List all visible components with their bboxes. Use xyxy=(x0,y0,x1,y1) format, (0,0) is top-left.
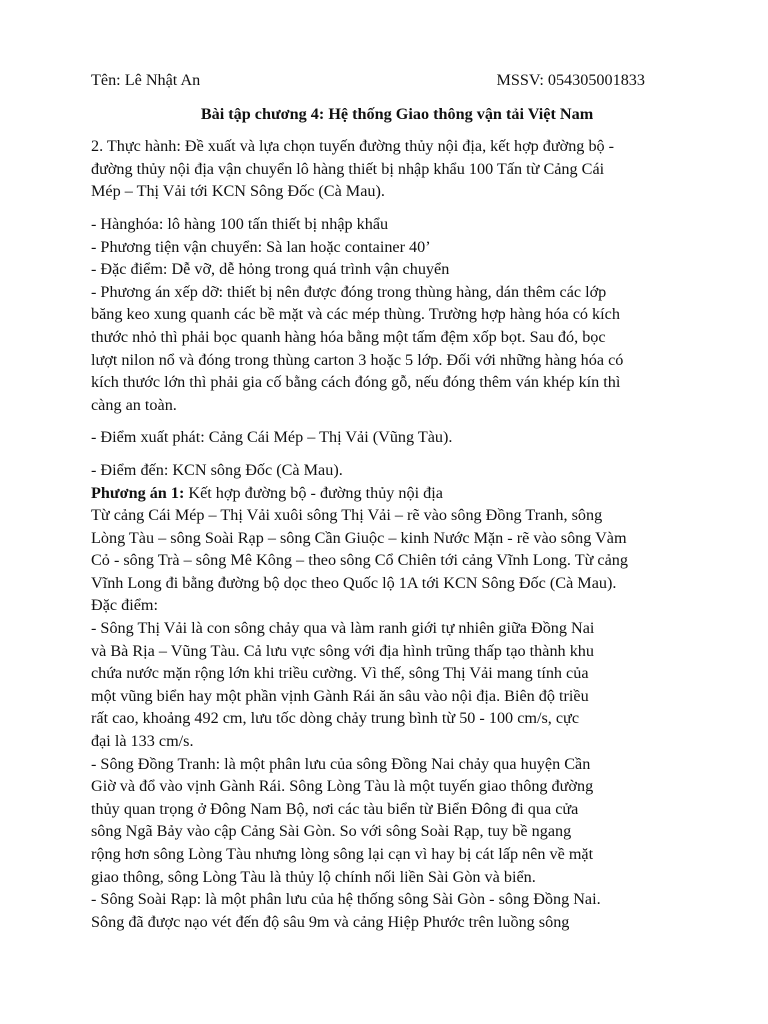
student-id: MSSV: 054305001833 xyxy=(496,71,645,89)
text-line: Sông đã được nạo vét đến độ sâu 9m và cảng Hiệp Phước trên luồng sông xyxy=(91,912,570,931)
text-line: và Bà Rịa – Vũng Tàu. Cả lưu vực sông với địa hình trũng thấp tạo thành khu xyxy=(91,641,594,660)
text-line: kích thước lớn thì phải gia cố bằng cách đóng gỗ, nếu đóng thêm ván khép kín thì xyxy=(91,373,621,392)
plan1-heading xyxy=(91,484,443,502)
text-line: - Hànghóa: lô hàng 100 tấn thiết bị nhập khẩu xyxy=(91,214,389,233)
text-line: 2. Thực hành: Đề xuất và lựa chọn tuyến đường thủy nội địa, kết hợp đường bộ - xyxy=(91,137,615,156)
text-line: đường thủy nội địa vận chuyển lô hàng thiết bị nhập khẩu 100 Tấn từ Cảng Cái xyxy=(91,159,605,178)
text-line: Giờ và đổ vào vịnh Gành Rái. Sông Lòng Tàu là một tuyến giao thông đường xyxy=(91,777,594,796)
student-header xyxy=(91,69,703,92)
text-line: - Đặc điểm: Dễ vỡ, dễ hỏng trong quá trình vận chuyển xyxy=(91,260,450,279)
text-line: Từ cảng Cái Mép – Thị Vải xuôi sông Thị Vải – rẽ vào sông Đồng Tranh, sông xyxy=(91,506,603,525)
text-line: thủy quan trọng ở Đông Nam Bộ, nơi các tàu biển từ Biển Đông đi qua cửa xyxy=(91,799,579,818)
intro-paragraph xyxy=(91,135,703,203)
text-line: băng keo xung quanh các bề mặt và các mép thùng. Trường hợp hàng hóa có kích xyxy=(91,305,620,324)
text-line: - Điểm xuất phát: Cảng Cái Mép – Thị Vải (Vũng Tàu). xyxy=(91,428,453,447)
text-line: - Sông Soài Rạp: là một phân lưu của hệ thống sông Sài Gòn - sông Đồng Nai. xyxy=(91,890,601,909)
text-line: đại là 133 cm/s. xyxy=(91,732,194,751)
details-paragraph xyxy=(91,213,703,416)
text-line: Đặc điểm: xyxy=(91,596,158,615)
text-line: Mép – Thị Vải tới KCN Sông Đốc (Cà Mau). xyxy=(91,182,385,201)
text-line: một vũng biển hay một phần vịnh Gành Rái ăn sâu vào nội địa. Biên độ triều xyxy=(91,686,589,705)
origin-line xyxy=(91,426,703,449)
text-line: - Điểm đến: KCN sông Đốc (Cà Mau). xyxy=(91,460,343,479)
document-title: Bài tập chương 4: Hệ thống Giao thông vận tải Việt Nam xyxy=(200,104,594,123)
destination-line xyxy=(91,459,703,482)
text-line: Lòng Tàu – sông Soài Rạp – sông Cần Giuộc – kinh Nước Mặn - rẽ vào sông Vàm xyxy=(91,528,627,547)
plan1-section xyxy=(91,482,703,934)
text-line: chứa nước mặn rộng lớn khi triều cường. Vì thế, sông Thị Vải mang tính của xyxy=(91,664,589,683)
text-line: sông Ngã Bảy vào cập Cảng Sài Gòn. So với sông Soài Rạp, tuy bề ngang xyxy=(91,822,572,841)
text-line: rất cao, khoảng 492 cm, lưu tốc dòng chảy trung bình từ 50 - 100 cm/s, cực xyxy=(91,709,580,728)
text-line: - Phương án xếp dỡ: thiết bị nên được đóng trong thùng hàng, dán thêm các lớp xyxy=(91,282,607,301)
plan1-title: Kết hợp đường bộ - đường thủy nội địa xyxy=(184,483,443,502)
student-name: Tên: Lê Nhật An xyxy=(91,71,201,89)
text-line: - Sông Thị Vải là con sông chảy qua và làm ranh giới tự nhiên giữa Đồng Nai xyxy=(91,619,595,638)
text-line: Vĩnh Long đi bằng đường bộ dọc theo Quốc lộ 1A tới KCN Sông Đốc (Cà Mau). xyxy=(91,573,617,592)
text-line: - Phương tiện vận chuyển: Sà lan hoặc container 40’ xyxy=(91,237,431,256)
document-page xyxy=(91,69,703,933)
text-line: thước nhỏ thì phải bọc quanh hàng hóa bằng một tấm đệm xốp bọt. Sau đó, bọc xyxy=(91,327,606,346)
text-line: - Sông Đồng Tranh: là một phân lưu của sông Đồng Nai chảy qua huyện Cần xyxy=(91,754,591,773)
text-line: càng an toàn. xyxy=(91,395,177,414)
text-line: rộng hơn sông Lòng Tàu nhưng lòng sông lại cạn vì hay bị cát lấp nên về mặt xyxy=(91,845,594,863)
text-line: lượt nilon nổ và đóng trong thùng carton 3 hoặc 5 lớp. Đối với những hàng hóa có xyxy=(91,350,624,369)
text-line: giao thông, sông Lòng Tàu là thủy lộ chính nối liền Sài Gòn và biển. xyxy=(91,867,536,886)
text-line: Cỏ - sông Trà – sông Mê Kông – theo sông Cổ Chiên tới cảng Vĩnh Long. Từ cảng xyxy=(91,551,628,570)
plan1-label: Phương án 1: xyxy=(91,483,185,502)
